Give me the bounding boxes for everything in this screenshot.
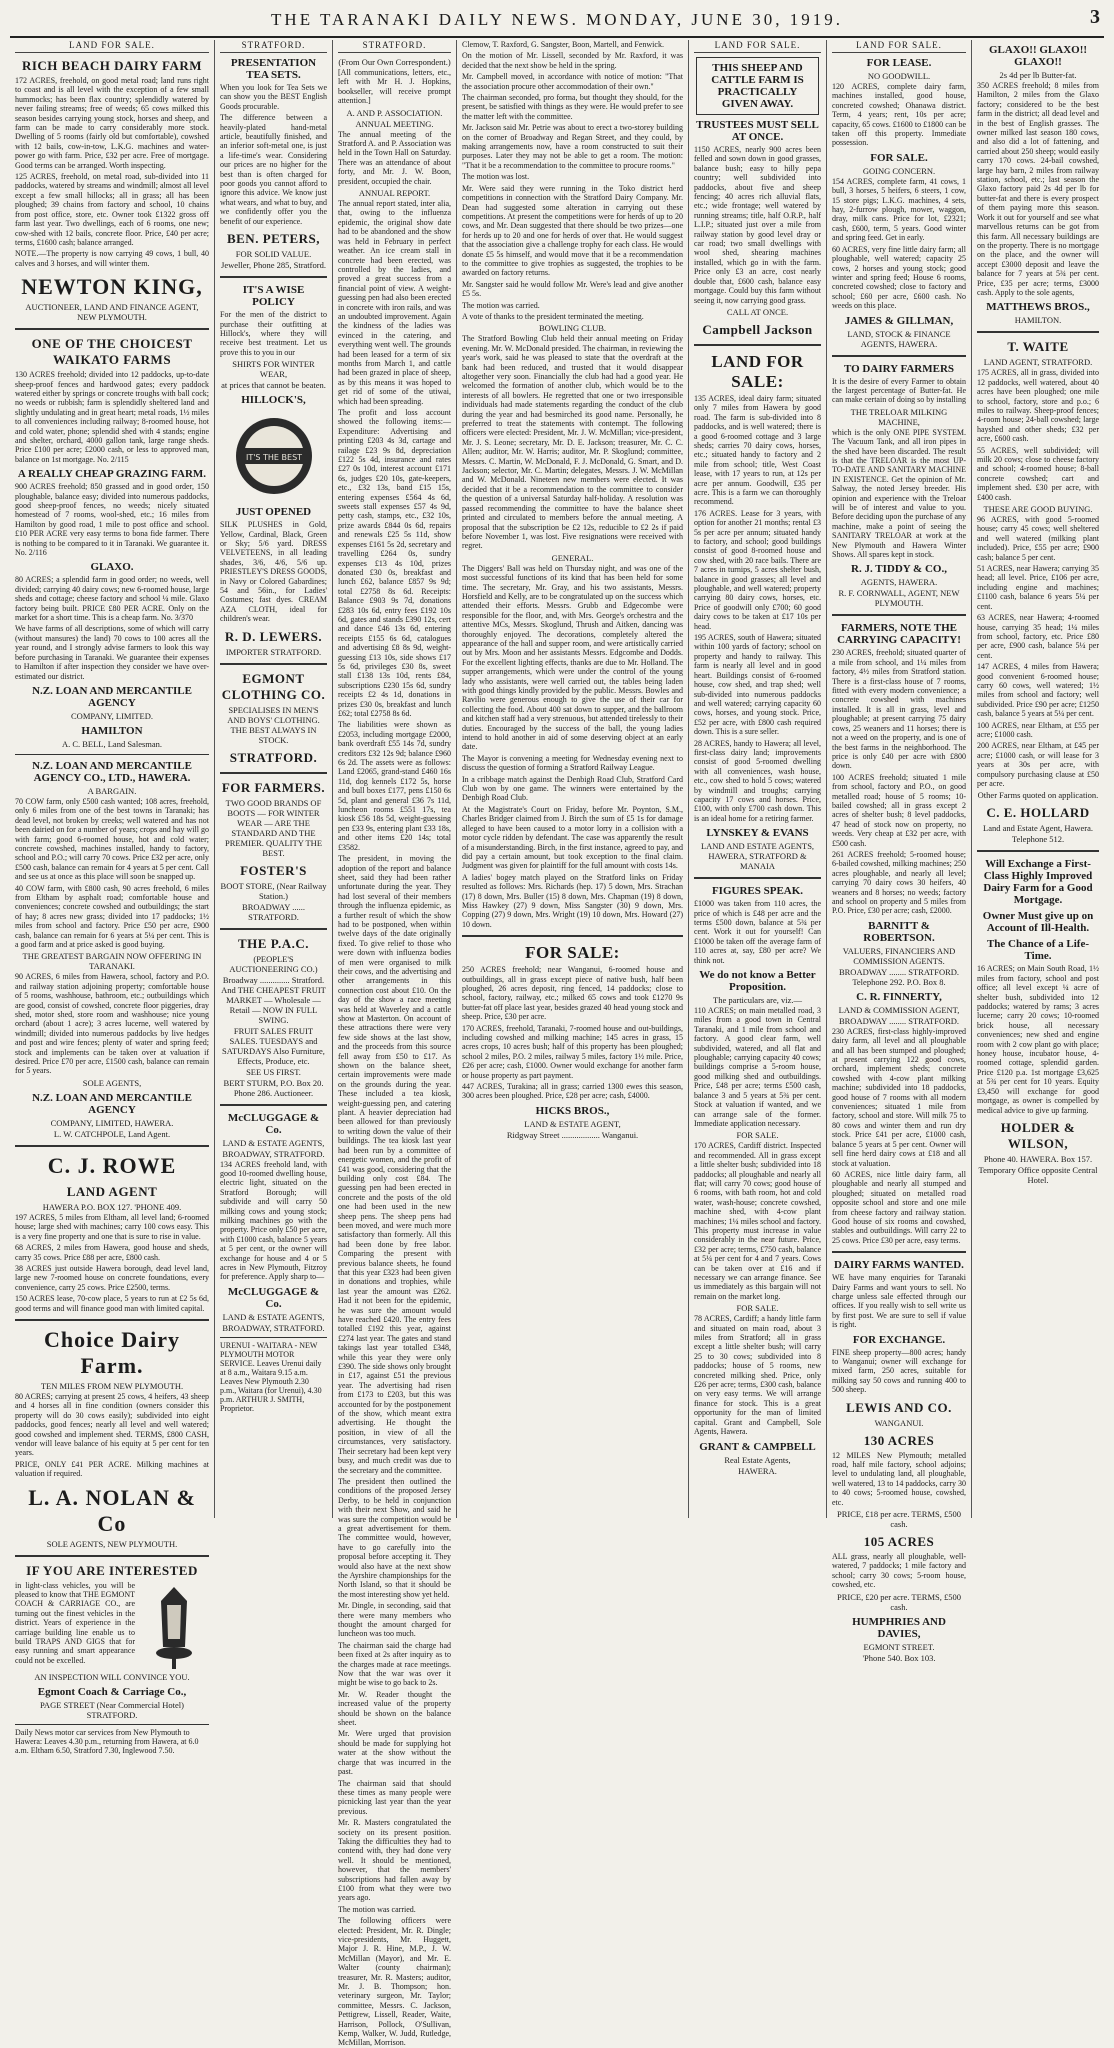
ad-subheading: GOING CONCERN. — [862, 165, 936, 176]
agent-contact: Phone 40. HAWERA. Box 157. — [983, 1153, 1093, 1164]
divider — [15, 1319, 209, 1321]
ad-text: WE have many enquiries for Taranaki Dairy Farms and want yours to sell. No charge unless sale effected through our offices. If you really wish to sell write us by first post. We are sure to sell if value is right. — [832, 1273, 966, 1330]
masthead-title: THE TARANAKI DAILY NEWS. MONDAY, JUNE 30, 1919. — [271, 10, 843, 29]
listing: 80 ACRES; carrying at present 25 cows, 4 heifers, 43 sheep and 4 horses all in fine condition (owners consider this property will do 30 cows easily); subdivided into eight paddocks, good fences; nearly all level and well watered; good cowshed and implement shed. TERMS, £800 CASH, vendor will leave balance of his equity at 5 per cent for ten years. — [15, 1391, 209, 1458]
article-paragraph: Clemow, T. Raxford, G. Sangster, Boon, Martell, and Fenwick. — [462, 40, 664, 49]
ad-subheading: THESE ARE GOOD BUYING. — [983, 504, 1093, 515]
listing: 16 ACRES; on Main South Road, 1½ miles from factory, school and post office; all level except ¼ acre of shelter bush, subdivided into 12 paddocks; watered by rams; 3 acres lucerne; carry 20 cows; 10-roomed brick house, all necessary conveniences; new shed and engine room with 2 cow plant go with place; honey house, incubator house, 4-roomed cottage, splendid garden. Price £120 p.a. 1st mortgage £3,625 at 5¾ per cent for 10 years. Equity £3,450 will exchange for good mortgage, as owner is compelled by medical advice to give up farming. — [977, 964, 1099, 1115]
ad-heading: IF YOU ARE INTERESTED — [26, 1562, 198, 1578]
agent-contact: A. C. BELL, Land Salesman. — [61, 738, 163, 749]
ad-heading: EGMONT CLOTHING CO. — [221, 670, 326, 702]
article-subheading: GENERAL. — [551, 552, 594, 563]
ad-text: The particulars are, viz.— — [713, 995, 802, 1006]
article-paragraph: The chairman said that should these times as many people were picnicking last year than the year previous. — [338, 1778, 451, 1816]
section-heading: LAND FOR SALE. — [15, 40, 209, 53]
editorial-note: [All communications, letters, etc., left with Mr H. J. Hopkins, bookseller, will receive prompt attention.] — [338, 68, 451, 106]
listing: FINE sheep property—800 acres; handy to Wanganui; owner will exchange for mixed farm, 250 acres, suitable for milking say 50 cows and running 400 to 500 sheep. — [832, 1347, 966, 1395]
agent-subtitle: AGENTS, HAWERA. — [860, 577, 938, 588]
article-paragraph: Mr. Were said they were running in the Toko district herd competitions in connection with the Stratford Dairy Company. Mr. Dean had suggested some alteration in carrying out these competitions. At present the competitions were for herds of up to 20 cows, and Mr. Dean suggested that there should be two prizes—one for herds up to 20 and one for herds of over that. He would suggest that the association give a challenge trophy for each class. He would donate £5 5s himself, and would move that it be a recommendation to the committee to give trophies as suggested, the trophies to be awarded on factory returns. — [462, 183, 683, 278]
divider — [15, 1145, 209, 1147]
ad-heading: FOR LEASE. — [866, 57, 932, 69]
divider — [15, 754, 209, 755]
listing: 90 ACRES, 6 miles from Hawera, school, factory and P.O. and railway station adjoining property; comfortable house of 5 rooms, washhouse, bathroom, etc.; outbuildings which are good, consist of cowshed, concrete floor piggeries, dray shed, motor shed, store room and washhouse; nice young orchard (about 1 acre); 3 acres lucerne, well watered by windmill; divided into numerous paddocks by live hedges and post and wire fences; plenty of water and spring feed; stock and implements can be taken over at valuation if desired. Price £70 per acre, £1500 cash, balance can remain for 5 years. — [15, 972, 209, 1076]
agent-subtitle: LAND AGENT — [66, 1183, 158, 1199]
agent-name: C. R. FINNERTY, — [856, 990, 942, 1003]
ad-text: The difference between a heavily-plated hand-metal article, beautifully finished, and an inferior soft-metal one, is just a life-time's wear. Considering our prices are no higher for the best than is often charged for poor goods you cannot afford to ignore this advice. We know just what wears, and what to buy, and we confidently offer you the benefit of our experience. — [220, 113, 327, 226]
listing: 12 MILES New Plymouth; metalled road, half mile factory, school adjoins; level to undulating land, all ploughable, well watered, 13 to 14 paddocks, carry 30 to 40 cows; 5-roomed house, cowshed, etc. — [832, 1450, 966, 1507]
agent-subtitle: COMPANY, LIMITED. — [71, 710, 153, 721]
footer-left: Daily News motor car services from New Plymouth to Hawera: Leaves 4.30 p.m., returning from Hawera, at 6.0 a.m. Eltham 6.50, Stratford 7.30, Inglewood 7.50. — [15, 1727, 199, 1755]
listing: 147 ACRES, 4 miles from Hawera; good convenient 6-roomed house; carry 60 cows, well watered; 1½ miles from school and factory; well subdivided. Price £90 per acre; £1250 cash, balance 5 years at 5¼ per cent. — [977, 662, 1099, 719]
divider — [15, 328, 209, 330]
ad-subheading: A BARGAIN. — [87, 785, 137, 796]
ad-subheading: FOR SALE. — [736, 1130, 779, 1141]
listing: 70 COW farm, only £500 cash wanted; 108 acres, freehold, only 6 miles from one of the best towns in Taranaki; has dead level, not broken by creeks; well watered and has not been dairied on for a number of years; crops and hay will go with farm; good 6-roomed house, hot and cold water; concrete cowshed, machines installed, handy to factory, school and P.O.; will carry 70 cows. Price £32 per acre, only £500 cash, balance can remain for 4 years at 5 per cent. Call and see us at once as this place will soon be snapped up. — [15, 796, 209, 882]
agent-contact: Temporary Office opposite Central Hotel. — [978, 1164, 1098, 1185]
footer-notices — [15, 1724, 209, 1755]
ad-note: AN INSPECTION WILL CONVINCE YOU. — [34, 1671, 190, 1682]
listing: 60 ACRES, very fine little dairy farm; all ploughable, well watered; capacity 25 cows, 2 horses and young stock; good winter and spring feed; House 6 rooms, concreted cowshed; close to factory and school; £60 per acre, £600 cash. No weeds on this place. — [832, 244, 966, 311]
ad-heading: Will Exchange a First-Class Highly Improved Dairy Farm for a Good Mortgage. — [983, 858, 1093, 907]
agent-contact: Ridgway Street .................. Wanganui. — [506, 1129, 639, 1140]
agent-town: HAMILTON — [81, 724, 143, 737]
agent-name: L. A. NOLAN & Co — [28, 1484, 196, 1536]
ad-heading: RICH BEACH DAIRY FARM — [21, 58, 203, 73]
ad-heading: ONE OF THE CHOICEST WAIKATO FARMS — [31, 336, 193, 368]
ad-text: For the men of the district to purchase their outfitting at Hillock's, where they will receive best treatment. Let us prove this to you in our — [220, 310, 327, 357]
agent-name: Campbell Jackson — [702, 321, 813, 337]
ad-heading: IT'S A WISE POLICY — [242, 284, 305, 309]
listing: 60 ACRES, nice little dairy farm, all ploughable and nearly all stumped and ploughed; situated on metalled road opposite school and store and one mile from cheese factory and railway station. Good house of six rooms and cowshed, stables and outbuildings. Will carry 22 to 25 cows. Price £30 per acre, easy terms. — [832, 1169, 966, 1245]
listing: 200 ACRES, near Eltham, at £45 per acre; £1000 cash, or will lease for 3 years at 30s per acre, with compulsory purchasing clause at £50 per acre. — [977, 741, 1099, 788]
article-paragraph: A vote of thanks to the president terminated the meeting. — [462, 311, 644, 321]
article-paragraph: A ladies' bogey match played on the Stratford links on Friday resulted as follows: Mrs. Richards (hep. 17) 5 down, Mrs. Strachan (17) 8 down, Mrs. Buller (15) 8 down, Mrs. Chapman (19) 8 down, Miss Hawkey (27) 9 down, Miss Sangster (30) 9 down, Mrs. Copping (27) 9 down, Mrs. Wright (19) 10 down, Mrs. Howard (27) 10 down. — [462, 872, 683, 929]
ad-heading: DAIRY FARMS WANTED. — [834, 1259, 964, 1272]
agent-subtitle: EGMONT STREET. — [863, 1641, 935, 1652]
listing: 261 ACRES freehold; 5-roomed house; 6-bailed cowshed, milking machines; 250 acres ploughable, and nearly all level; carrying 70 dairy cows 30 heifers, 40 weaners and 8 horses; no weeds; factory and school on property and 5 miles from P.O. Price, £30 per acre; cash, £2000. — [832, 849, 966, 916]
agent-name: MATTHEWS BROS., — [986, 301, 1090, 314]
article-paragraph: The Stratford Bowling Club held their annual meeting on Friday evening. Mr. W. McDonald presided. The chairman, in reviewing the year's work, said he was pleased to state that the overdraft at the bank had been reduced, and trusted that it would disappear altogether very soon. Financially the club had had a good year. He welcomed the formation of another club, which would be to the interests of all bowlers. He regretted that one or two irresponsible individuals had made statements regarding the conduct of the club during the year and had besmirched its good name. Personally, he preferred to treat the statements with contempt. The following officers were elected: President, Mr. J. W. McMillan; vice-president, Mr. J. S. Leone; secretary, Mr. D. E. Jackson; treasurer, Mr. C. C. Allen; auditor, Mr. W. Harris; auditor, Mr. P. Skoglund; committee, Messrs. C. Martin, W. McDonald, F. J. McDonald, G. Smart, and D. Jackson; selector, Mr. C. Martin; delegates, Messrs. J. W. McMillan and W. McDonald. Nineteen new members were elected. It was decided that it be a recommendation to the committee to consider the question of a universal Saturday half-holiday. A resolution was passed recommending the committee to have the balance sheet printed and circulated to members before the annual meeting. A proposal that the subscription be £2 12s, reducible to £2 2s if paid before November 1, was lost. Five resignations were received with regret. — [462, 334, 683, 551]
agent-subtitle: Real Estate Agents, — [724, 1454, 791, 1465]
listing: ALL grass, nearly all ploughable, well-watered, 7 paddocks; 1 mile factory and school; carry 30 cows; 5-room house, cowshed, etc. — [832, 1552, 966, 1590]
divider — [220, 772, 327, 774]
section-heading: STRATFORD. — [220, 40, 327, 53]
divider — [832, 1251, 966, 1253]
ad-subheading: A REALLY CHEAP GRAZING FARM. — [17, 468, 207, 481]
listing: in light-class vehicles, you will be pleased to know that THE EGMONT COACH & CARRIAGE CO., are turning out the finest vehicles in the district. Years of experience in the carriage building line enable us to build TRAPS AND GIGS that for easy running and smart appearance could not be excelled. — [15, 1580, 135, 1665]
listing: 40 COW farm, with £800 cash, 90 acres freehold, 6 miles from Eltham by asphalt road; comfortable house and conveniences; concrete cowshed and outbuildings; the start of hay; 8 acres new grass; divided into 17 paddocks; 1½ miles from school and factory. Price £50 per acre, £900 cash, balance can remain for 6 years at 5¼ per cent. This is a good farm and at price asked is good buying. — [15, 883, 209, 949]
listing: 195 ACRES, south of Hawera; situated within 100 yards of factory; school on property and handy to railway. This farm is nearly all level and in good heart. Buildings consist of 6-roomed house, cow shed, and trap shed; well sub-divided into numerous paddocks and well watered; carrying capacity 60 cows, horses, and young stock. Price, £52 per acre, with £800 cash required down. This is a sure seller. — [694, 633, 821, 737]
footer-right: URENUI - WAITARA - NEW PLYMOUTH MOTOR SERVICE. Leaves Urenui daily at 8 a.m., Waitara 9.15 a.m. Leaves New Plymouth 2.30 p.m., Waitara (for Urenui), 4.30 p.m. ARTHUR J. SMITH, Proprietor. — [220, 1337, 327, 1413]
agent-subtitle: BOOT STORE, (Near Railway Station.) — [220, 880, 327, 901]
agent-subtitle: AUCTIONEER, LAND AND FINANCE AGENT, NEW PLYMOUTH. — [25, 302, 199, 323]
agent-name: LEWIS AND CO. — [846, 1399, 952, 1415]
agent-name: HICKS BROS., — [535, 1104, 610, 1117]
agent-contact: HAWERA P.O. BOX 127. 'PHONE 409. — [42, 1201, 182, 1212]
divider — [220, 276, 327, 278]
agent-subtitle: IMPORTER STRATFORD. — [225, 646, 322, 657]
listing-price: PRICE, £18 per acre. TERMS, £500 cash. — [836, 1509, 962, 1530]
listing: 38 ACRES just outside Hawera borough, dead level land, large new 7-roomed house on concrete foundations, every convenience, carry 25 cows. Price £2500, terms. — [15, 1263, 209, 1292]
ad-subheading: THE GREATEST BARGAIN NOW OFFERING IN TARANAKI. — [22, 951, 202, 972]
divider — [832, 355, 966, 357]
ad-subheading: 2s 4d per lb Butter-fat. — [999, 70, 1077, 80]
agent-name: BEN. PETERS, — [226, 231, 321, 247]
agent-contact: BROADWAY ........ STRATFORD. — [838, 1015, 960, 1026]
agent-contact: BROADWAY ...... STRATFORD. — [242, 901, 305, 922]
agent-name: C. J. ROWE — [47, 1152, 177, 1178]
byline: (From Our Own Correspondent.) — [338, 57, 451, 67]
divider — [977, 850, 1099, 852]
listing: 63 ACRES, near Hawera; 4-roomed house, carrying 35 head; 1¼ miles from school, factory, etc. Price £80 per acre, £900 cash, balance 5¼ per cent. — [977, 613, 1099, 660]
agent-subtitle: LAND & COMMISSION AGENT, — [838, 1004, 960, 1015]
listing-price: PRICE, £20 per acre. TERMS, £500 cash. — [836, 1591, 962, 1612]
agent-subtitle: LAND AGENT, STRATFORD. — [983, 357, 1093, 368]
agent-subtitle: LAND & ESTATE AGENTS, — [222, 1137, 325, 1148]
listing: 51 ACRES, near Hawera; carrying 35 head; all level. Price, £106 per acre, including engine and machines; £1100 cash, balance 6 years 5¼ per cent. — [977, 564, 1099, 611]
ad-text: which is the only ONE PIPE SYSTEM. The Vacuum Tank, and all iron pipes in the shed have been discarded. The result is that the TRELOAR is the most UP-TO-DATE AND SANITARY MACHINE IN EXISTENCE. Get the opinion of Mr. Salway, the noted Jersey breeder. His opinion and experience with the Treloar will be of interest and value to you. Before deciding upon the purchase of any machine, make a point of seeing the SANITARY TRELOAR at work at the New Plymouth and Hawera Winter Shows. All spares kept in stock. — [832, 427, 966, 560]
agent-subtitle: Land and Estate Agent, Hawera. — [983, 823, 1093, 834]
ad-heading: TO DAIRY FARMERS — [843, 362, 955, 375]
section-heading: LAND FOR SALE. — [694, 40, 821, 53]
agent-contact: BROADWAY, STRATFORD. — [222, 1148, 325, 1159]
section-heading: LAND FOR SALE. — [832, 40, 966, 53]
article-paragraph: Mr. Jackson said Mr. Petrie was about to erect a two-storey building on the corner of Broadway and Regan Street, and they could, by making arrangements now, have a room constructed to suit their purposes. Later they may not be able to get a room. The motion: "That it be a recommendation to the committee to procure rooms." — [462, 123, 683, 170]
article-subheading: ANNUAL REPORT. — [358, 188, 431, 199]
article-paragraph: In a cribbage match against the Denbigh Road Club, Stratford Card Club won by one game. The winners were entertained by the Denbigh Road Club. — [462, 774, 683, 803]
agent-name: LYNSKEY & EVANS — [706, 827, 809, 840]
article-paragraph: Mr. Dingle, in seconding, said that there were many members who thought the amount charged for luncheon was too much. — [338, 1601, 451, 1639]
listing: 100 ACRES freehold; situated 1 mile from school, factory and P.O., on good metalled road; house of 5 rooms; 10-bailed cowshed; all in grass except 2 acres of shelter bush; 8 level paddocks, 47 head of stock now on property, no weeds. Very cheap at £32 per acre, with £500 cash. — [832, 772, 966, 848]
agent-name: N.Z. LOAN AND MERCANTILE AGENCY — [32, 684, 192, 709]
agent-contact: Jeweller, Phone 285, Stratford. — [221, 260, 326, 271]
ad-text: Broadway .............. Stratford. And THE CHEAPEST FRUIT MARKET — Wholesale — Retail — NOW IN FULL SWING. — [221, 974, 326, 1025]
ad-subheading: Owner Must give up on Account of Ill-Health. — [982, 910, 1094, 935]
agent-name: C. E. HOLLARD — [986, 805, 1090, 821]
article-paragraph: The president then outlined the conditions of the proposed Jersey Derby, to be held in conjunction with their next Show, and said he was sure the competition would be a great advertisement for them. The committee would, however, have to go carefully into the proposal before accepting it. They would also have at the next show the Ayrshire championships for the North Island, so that it should be the most interesting show yet held. — [338, 1476, 451, 1599]
article-subheading: BOWLING CLUB. — [538, 323, 607, 334]
ad-note: CALL AT ONCE. — [726, 306, 789, 317]
column-1 — [10, 40, 215, 1755]
ad-text: at prices that cannot be beaten. — [221, 380, 326, 391]
ad-subheading: NO GOODWILL. — [867, 71, 931, 81]
divider — [462, 935, 683, 937]
article-paragraph: The motion was lost. — [462, 172, 530, 182]
listing: PRICE, ONLY £41 PER ACRE. Milking machines at valuation if required. — [15, 1459, 209, 1479]
listing-note: NOTE.—The property is now carrying 49 cows, 1 bull, 40 calves and 3 horses, and will winter them. — [15, 249, 209, 268]
ad-subheading: SEE US FIRST. — [246, 1066, 301, 1077]
ad-heading: FOR SALE. — [870, 151, 928, 164]
listing: 80 ACRES; a splendid farm in good order; no weeds, well divided; carrying 40 dairy cows; new 6-roomed house, large sheds and cottage; cheese factory and school ¼ mile. Glaxo factory being built. PRICE £80 PER ACRE. Only on the market for a short time. This is a cheap farm. No. 3/370 — [15, 575, 209, 623]
ad-text: FRUIT SALES FRUIT SALES. TUESDAYS and SATURDAYS Also Furniture, Effects, Produce, etc. — [222, 1025, 325, 1066]
agent-name: NEWTON KING, — [21, 274, 203, 300]
agent-contact: L. W. CATCHPOLE, Land Agent. — [53, 1128, 171, 1139]
ad-text: SPECIALISES IN MEN'S AND BOYS' CLOTHING. THE BEST ALWAYS IN STOCK. — [227, 704, 320, 745]
agent-subtitle: (PEOPLE'S AUCTIONEERING CO.) — [229, 953, 318, 974]
article-paragraph: Mr. W. Reader thought the increased value of the property should be shown on the balance sheet. — [338, 1689, 451, 1728]
listing: 78 ACRES, Cardiff; a handy little farm and situated on main road, about 3 miles from Stratford; all in grass except a little shelter bush; will carry 25 to 30 cows; subdivided into 8 paddocks; house of 5 rooms, new concreted milking shed. Price, only £26 per acre; terms, £300 cash, balance on very easy terms. We will arrange finance for stock. This is a great opportunity for the man of limited capital. Grant and Campbell, Sole Agents, Hawera. — [694, 1314, 821, 1437]
listing: 1150 ACRES, nearly 900 acres been felled and sown down in good grasses, balance bush; easy to hilly pepa country; well subdivided into paddocks, about five and sheep fencing; 40 acres rich alluvial flats, etc.; wide frontage; well watered by running streams; title, half O.R.P., half L.I.P.; situated just over a mile from railway station by good level dray or car road; two small dwellings with wool shed, shearing machines installed, which go in with the farm. Price only £3 an acre, cost nearly double that, £600 cash, balance easy mortgage. Could buy this farm without seeing it, now carrying good grass. — [694, 145, 821, 305]
agent-subtitle: LAND & ESTATE AGENT, — [524, 1118, 621, 1129]
ad-subheading: FOR SALE. — [736, 1303, 779, 1314]
ad-subheading: THE TRELOAR MILKING MACHINE, — [850, 406, 948, 427]
ad-text: It is the desire of every Farmer to obtain the largest percentage of Butter-fat. He can make certain of doing so by installing — [832, 376, 966, 405]
article-paragraph: The profit and loss account showed the following items:—Expenditure: Advertising and printing £203 4s 3d, cartage and railage £23 9s 8d, depreciation £122 5s 4d, insurance and rates £27 0s 10d, interest account £171 6s, judges £20 10s, gate-keepers, etc., £32 13s, band £15 15s, entering expenses £564 4s 6d, sweets stall expenses £57 4s 9d, petty cash, stamps, etc., £32 10s, prize awards £844 0s 6d, repairs and renewals £25 5s 11d, show expenses £161 5s 2d, secretary and travelling £264 0s, sundry expenses £13 4s 10d, prizes donated £30 0s, breakfast and lunch £62, balance £857 9s 9d; total £2758 8s 6d. Receipts: Balance £903 9s 7d, donations £283 10s 6d, entry fees £192 10s 6d, gates and stands £390 12s, cert and dance £46 13s 6d, entering receipts £155 6s 6d, catalogues and advertising £8 8s 9d, weight-guessing £13 10s, side shows £17 5s 6d, privileges £30 8s, sweet stall £138 13s 10d, rents £84, subscriptions £230 15s 6d, sundry receipts £2 4s 1d, donations in prizes £30 0s, breakfast and lunch £62; total £2758 8s 6d. — [338, 408, 451, 718]
agent-name: R. J. TIDDY & CO., — [851, 563, 947, 576]
agent-name: JAMES & GILLMAN, — [844, 314, 954, 327]
agent-name: THE P.A.C. — [238, 935, 309, 951]
columns — [10, 40, 1104, 2048]
agent-contact: PAGE STREET (Near Commercial Hotel) STRATFORD. — [39, 1699, 184, 1720]
listing: 96 ACRES, with good 5-roomed house; carry 45 cows; well sheltered and well watered (milking plant included). Price, £55 per acre; £900 cash; balance 5 per cent. — [977, 515, 1099, 562]
agent-name: N.Z. LOAN AND MERCANTILE AGENCY — [32, 1091, 192, 1116]
listing: 120 ACRES, complete dairy farm, machines installed, good house, concreted cowshed; Ohanawa district. Term, 4 years; rent, 10s per acre; capacity, 65 cows. £1600 to £1800 can be taken off this property. Immediate possession. — [832, 82, 966, 148]
ad-text: £1000 was taken from 110 acres, the price of which is £48 per acre and the terms £500 down, balance at 5¾ per cent. Work it out for yourself! Can £1000 be taken off the average farm of 110 acres at, say, £80 per acre? We think not. — [694, 899, 821, 965]
agent-name: McCLUGGAGE & Co. — [227, 1285, 320, 1310]
agent-subtitle: LAND AND ESTATE AGENTS, HAWERA, STRATFORD & MANAIA — [700, 841, 815, 872]
agent-name: R. D. LEWERS. — [224, 628, 323, 644]
article-paragraph: The Diggers' Ball was held on Thursday night, and was one of the most successful functions of its kind that has been held for some time. The secretary, Mr. Gray, and his two assistants, Messrs. Horsfield and Kelly, are to be congratulated up on the success which attended their efforts. Messrs. Grubb and Edgecombe were responsible for the floor, and, with Mrs. George's orchestra and the attentive MCs, Messrs. Skoglund, Thrush and Aitken, dancing was thoroughly enjoyed. The decorations, completely altered the appearance of the hall and supper room, and were artistically carried out by Mrs. Moon and her assistants Messrs. Edgcombe and Dodds. For the excellent lighting effects, thanks are due to Mr. Holland. The supper arrangements, which were under the control of the young lady who assistants, were well carried out, the tables being laden with good things kindly provided by the public. Messrs. Bowles and Ravilio were generous enough to give the use of their car for collecting the food. About 400 sat down to supper, and the ballroom and kitchen staff had a very strenuous, but attended tirelessly to their duties. Encouraged by the success of the ball, the young ladies intend to hold another in aid of some deserving object at an early date. — [462, 563, 683, 752]
divider — [694, 344, 821, 346]
agent-contact: 'Phone 540. Box 103. — [862, 1652, 936, 1663]
listing: 150 ACRES lease, 70-cow place, 5 years to run at £2 5s 6d, good terms and will finance good man with limited capital. — [15, 1294, 209, 1313]
agent-name: T. WAITE — [1007, 339, 1069, 355]
article-paragraph: Mr. Campbell moved, in accordance with notice of motion: "That the association procure other accommodation of their own." — [462, 72, 683, 91]
divider — [15, 1555, 209, 1557]
listing: 130 ACRES freehold; divided into 12 paddocks, up-to-date sheep-proof fences and hardwood gates; every paddock watered either by springs or concrete troughs with ball cock; no weeds or rubbish; farm is splendidly sheltered land and slightly undulating and in great heart; metal roads, 1½ miles to all conveniences including railway; 8-roomed house, hot and cold water, phone; splendid shed with 4 stands; engine and shelter, orchard, 4000 gallon tank, large range sheds. Price £100 per acre; £2000 cash, or less to approved man, balance on 1st mortgage. No. 2/115 — [15, 370, 209, 464]
agent-name: HOLDER & WILSON, — [1000, 1119, 1076, 1151]
listing: 250 ACRES freehold; near Wanganui, 6-roomed house and outbuildings, all in grass except piece of native bush, half been ploughed, 26 acres deposit, ring fenced, 14 paddocks; close to school, factory, railway, etc.; milked 65 cows and took £1270 9s butter-fat off place last year, besides grazed 40 head young stock and sheep. Price, £30 per acre. — [462, 965, 683, 1022]
agent-contact: BERT STURM, P.O. Box 20. Phone 286. Auctioneer. — [223, 1077, 324, 1098]
article-paragraph: The chairman said the charge had been fixed at 2s after inquiry as to the charges made at race meetings. Now that the war was over it might be wise to go back to 2s. — [338, 1640, 451, 1688]
agent-town: WANGANUI. — [874, 1417, 924, 1428]
listing: 172 ACRES, freehold, on good metal road; land runs right to coast and is all level with the exception of a few small hummocks; has been flax country; splendidly watered by never failing streams; free of weeds; 65 cows milked this season besides carrying young stock, horses and sheep, and farm can be made to carry considerably more stock. Dwelling of 5 rooms (fairly old but comfortable), cowshed with 12 bails, cow-in-tow, L.K.G. machines and water-power go with farm. Price, £32 per acre. Free of mortgage. Good terms can be arranged. Worth inspecting. — [15, 76, 209, 170]
article-paragraph: Mr. R. Masters congratulated the society on its present position. Taking the difficulties they had to contend with, they had done very well. It should be mentioned, however, that the members' subscriptions had fallen away by £100 from what they were two years ago. — [338, 1818, 451, 1903]
listing: 230 ACRES, freehold; situated quarter of a mile from school, and 1¼ miles from factory, 4½ miles from Stratford station. There is a first-class house of 7 rooms, fitted with every modern convenience; a concrete cowshed with machines installed. It is all in grass, level and ploughable; at present carrying 75 dairy cows, 25 weaners and 11 horses; there is not a weed on the property, and is one of the best farms in the neighborhood. The price is only £40 per acre with £800 down. — [832, 648, 966, 771]
article-paragraph: At the Magistrate's Court on Friday, before Mr. Poynton, S.M., Charles Bridger claimed from J. Birch the sum of £5 1s for damage alleged to have been caused to a motor lorry in a collision with a motor cycle ridden by defendant. The case was apparently the result of a misunderstanding. Birch, in the first instance, agreed to pay, and did pay a certain amount, but took exception to the final claim. Judgment was given for plaintiff for the full amount with costs 14s. — [462, 804, 683, 871]
listing: 55 ACRES, well subdivided; will milk 20 cows; close to cheese factory and school; 4-roomed house; 8-ball concrete cowshed; cart and implement shed. £30 per acre, with £400 cash. — [977, 445, 1099, 502]
listing: 134 ACRES freehold land, with good 10-roomed dwelling house, electric light, situated on the Stratford Borough; will subdivide and will carry 50 milking cows and young stock; milking machines go with the property. Price only £50 per acre, with £1000 cash, balance 5 years at 5 per cent, or the owner will exchange for house and 4 or 5 acres in New Plymouth, Fitzroy for preference. Apply sharp to— — [220, 1159, 327, 1282]
ad-heading: FARMERS, NOTE THE CARRYING CAPACITY! — [837, 622, 961, 647]
agent-subtitle: SOLE AGENTS, NEW PLYMOUTH. — [46, 1538, 178, 1549]
article-paragraph: Mr. Were urged that provision should be made for supplying hot water at the show without the charge that was incurred in the past. — [338, 1729, 451, 1777]
agent-name: FOSTER'S — [240, 862, 307, 878]
article-paragraph: The annual meeting of the Stratford A. and P. Association was held in the Town Hall on Saturday. There was an attendance of about forty, and Mr. J. W. Boon, president, occupied the chair. — [338, 129, 451, 186]
hillock-emblem-icon — [232, 414, 316, 498]
agent-town: HAWERA. — [738, 1465, 777, 1476]
column-6 — [827, 40, 972, 1663]
divider — [220, 1104, 327, 1106]
agent-subtitle: LAND & ESTATE AGENTS, — [222, 1311, 325, 1322]
listing: 176 ACRES. Lease for 3 years, with option for another 21 months; rental £3 5s per acre per annum; situated handy to factory, and school; good buildings consist of good 8-roomed house and cow shed, with 20 race bails. There are 7 acres in turnips, 5 acres shelter bush, balance in good grasses; all level and ploughable, and well watered; property carrying 80 dairy cows, horses, etc. Price of goodwill only £700; 60 good dairy cows to be taken at £17 10s per head. — [694, 508, 821, 631]
article-paragraph: The liabilities were shown as £2053, including mortgage £2000, bank overdraft £55 14s 7d, sundry creditors £32 12s 9d; balance £960 6s 2d. The assets were as follows: Land £2065, grand-stand £460 16s 11d, dog kennels £172 5s, horse and bull boxes £177, pens £150 6s 5d, plant and general £36 7s 11d, luncheon rooms £551 17s, tea kiosk £56 18s 5d, weight-guessing pen £33 9s, entering plant £33 18s, and other items £20 14s; total £3582. — [338, 720, 451, 852]
agent-town: HAMILTON. — [1014, 315, 1062, 326]
listing: 175 ACRES, all in grass, divided into 12 paddocks, well watered, about 40 acres have been ploughed; one mile to school, factory, store and p.o.; 6 miles to railway. Sheep-proof fences; 4-room house; 24-ball cowshed; large hayshed and other sheds; £32 per acre, £600 cash. — [977, 368, 1099, 444]
agent-name: N.Z. LOAN AND MERCANTILE AGENCY CO., LTD., HAWERA. — [32, 759, 192, 784]
masthead — [10, 6, 1104, 38]
coach-ad — [15, 1581, 209, 1671]
listing: 350 ACRES freehold; 8 miles from Hamilton, 2 miles from the Glaxo factory; considered to be the best farm in the district; all dead level and in the best of English grasses. The owner milked last season 180 cows, and also did a lot of fattening, and carried about 250 sheep; would easily carry 170 cows. 24-bail cowshed, large hay barn, 2 miles from railway station, school, etc.; last season the Glaxo factory paid 2s 4d per lb for butter-fat and there is every prospect of them paying more this season. Work it out for yourself and see what marvellous returns can be got from this farm. All necessary buildings are on the property. There is no mortgage on the place, and the owner will accept £3000 deposit and leave the balance for 7 years at 5¾ per cent. Price, £35 per acre; terms, £3000 cash. Apply to the sole agents, — [977, 81, 1099, 297]
ad-heading: FIGURES SPEAK. — [711, 885, 804, 898]
article-paragraph: The motion was carried. — [338, 1904, 416, 1914]
agent-name: Egmont Coach & Carriage Co., — [37, 1685, 187, 1698]
ad-note: Other Farms quoted on application. — [977, 790, 1099, 801]
ad-heading: TRUSTEES MUST SELL AT ONCE. — [696, 119, 819, 143]
article-paragraph: The Mayor is convening a meeting for Wednesday evening next to discuss the question of forming a Stratford Railway League. — [462, 753, 683, 773]
listing: 197 ACRES, 5 miles from Eltham, all level land; 6-roomed house; large shed with machines; carry 100 cows easy. This is a very fine property and one that is sure to rise in value. — [15, 1212, 209, 1241]
listing: 28 ACRES, handy to Hawera; all level, first-class dairy land; improvements consist of good 5-roomed dwelling with all conveniences, wash house, etc., cow shed to hold 5 cows; watered by windmill and troughs; carrying capacity 17 cows and horses. Price, £100, with only £700 cash down. This is an ideal home for a retiring farmer. — [694, 738, 821, 823]
agent-contact: BROADWAY ........ STRATFORD. Telephone 292. P.O. Box 8. — [838, 966, 960, 987]
article-heading: A. AND P. ASSOCIATION. — [346, 107, 443, 118]
agent-name: BARNITT & ROBERTSON. — [863, 919, 935, 944]
ad-heading: GLAXO!! GLAXO!! GLAXO!! — [988, 44, 1088, 68]
column-4 — [457, 40, 689, 1518]
divider — [220, 928, 327, 930]
ad-subheading: TEN MILES FROM NEW PLYMOUTH. — [40, 1380, 184, 1391]
ad-heading: Choice Dairy Farm. — [43, 1326, 181, 1378]
agent-subtitle: FOR SOLID VALUE. — [235, 249, 312, 260]
article-paragraph: The motion was carried. — [462, 300, 540, 310]
column-3 — [333, 40, 457, 2048]
listing: 135 ACRES, ideal dairy farm; situated only 7 miles from Hawera by good road. The farm is sub-divided into 8 paddocks, and is well watered; there is a good 6-roomed cottage and 3 large sheds; carries 70 dairy cows, horses, etc.; situated handy to factory and 2 mile from school; title, West Coast lease, with 17 years to run, at 12s per acre per annum. Goodwill, £35 per acre. This is a farm we can thoroughly recommend. — [694, 393, 821, 507]
article-paragraph: On the motion of Mr. Lissell, seconded by Mr. Raxford, it was decided that the next show be held in the spring. — [462, 51, 683, 70]
divider — [220, 663, 327, 665]
ad-heading: FOR SALE: — [525, 943, 620, 963]
carriage-lamp-icon — [139, 1581, 209, 1671]
divider — [694, 877, 821, 879]
listing: 125 ACRES, freehold, on metal road, sub-divided into 11 paddocks, watered by streams and windmill; almost all level except a few small hillocks; all in grass; all has been ploughed; 39 chains from factory and school, 10 chains from post office, store, etc. Owner took £1322 gross off farm last year. Two dwellings, each of 6 rooms, one new; cow-shed with 12 bails, concrete floor. Price, £40 per acre; terms, £1600 cash; balance arranged. — [15, 172, 209, 247]
ad-subheading: SHIRTS FOR WINTER WEAR, — [232, 359, 315, 380]
article-paragraph: The chairman seconded, pro forma, but thought they should, for the present, be satisfied with things as they were. He would prefer to see the matter left with the committee. — [462, 93, 683, 121]
ad-heading: JUST OPENED — [235, 506, 312, 519]
ad-box: THIS SHEEP AND CATTLE FARM IS PRACTICALLY GIVEN AWAY. — [696, 57, 819, 115]
agent-subtitle: VALUERS, FINANCIERS AND COMMISSION AGENTS. — [842, 945, 956, 966]
article-paragraph: Mr. Sangster said he would follow Mr. Were's lead and give another £5 5s. — [462, 279, 683, 299]
ad-text: When you look for Tea Sets we can show you the BEST English Goods procurable. — [220, 83, 327, 111]
article-paragraph: The following officers were elected: President, Mr. R. Dingle; vice-presidents, Mr. Huggett, Major J. R. Hine, M.P., J. W. McMillan (Mayor), and Mr. E. Walter (county chairman); treasurer, Mr. R. Masters; auditor, Mr. J. B. Thompson; hon. veterinary surgeon, Mr. Taylor; committee, Messrs. C. Jackson, Pettigrew, Lissell, Reader, Waite, Harrison, Pollock, O'Sullivan, Kemp, Walker, W. Judd, Rutledge, McMillan, Morrison. — [338, 1916, 451, 2048]
ad-heading: FOR EXCHANGE. — [852, 1333, 946, 1346]
column-5 — [689, 40, 827, 1518]
ad-subheading: We do not know a Better Proposition. — [699, 969, 816, 994]
divider — [977, 331, 1099, 333]
agent-town: STRATFORD. — [229, 749, 318, 765]
listing: We have farms of all descriptions, some of which will carry (without mansures) the land) 70 cows to 100 acres all the year round, and I strongly advise farmers to look this way before purchasing in Taranaki. We guarantee their expenses to Hamilton if after inspection they consider we have over-estimated our district. — [15, 624, 209, 681]
ad-text: TWO GOOD BRANDS OF BOOTS — FOR WINTER WEAR — ARE THE STANDARD AND THE PREMIER. QUALITY THE BEST. — [224, 797, 323, 858]
agent-contact: BROADWAY, STRATFORD. — [222, 1322, 325, 1333]
column-2 — [215, 40, 333, 1518]
divider — [832, 614, 966, 616]
agent-contact: R. F. CORNWALL, AGENT, NEW PLYMOUTH. — [838, 588, 960, 609]
listing: 110 ACRES; on main metalled road, 3 miles from a good town in Central Taranaki, and 1 mile from school and factory. A good clear farm, well subdivided, watered, and all flat and ploughable; carrying capacity 40 cows; buildings comprise a 5-room house, good milking shed and outbuildings. Price, £48 per acre; terms £500 cash, balance 3 and 5 years at 5¾ per cent. Stock at valuation if wanted, and we can arrange sale of the former. Immediate application necessary. — [694, 1006, 821, 1128]
ad-heading: PRESENTATION TEA SETS. — [230, 57, 317, 81]
listing: 447 ACRES, Turakina; all in grass; carried 1300 ewes this season, 300 acres been ploughed. Price, £28 per acre; cash, £4000. — [462, 1082, 683, 1101]
agent-name: HUMPHRIES AND DAVIES, — [852, 1615, 946, 1640]
hillock-badge-text: IT'S THE BEST — [245, 453, 302, 463]
section-heading: STRATFORD. — [338, 40, 451, 53]
ad-subheading: The Chance of a Life-Time. — [986, 938, 1090, 963]
article-paragraph: The annual report stated, inter alia, that, owing to the influenza epidemic, the original show date had to be abandoned and the show was held in February in perfect weather. An ice cream stall in concrete had been erected, was controlled by the ladies, and proved a great success from a financial point of view. A weight-guessing pen had also been erected in concrete with iron rails, and was an undoubted improvement. Again the kindness of the ladies was evinced in the catering, and everything went well. The grounds had been leased for a term of six months from March 1, and cattle had been grazed in place of sheep, as by this means it was hoped to get rid of some of the utiwai, which had been spreading. — [338, 199, 451, 406]
ad-heading: FOR FARMERS. — [221, 779, 326, 795]
listing: 170 ACRES, Cardiff district. Inspected and recommended. All in grass except a little shelter bush; subdivided into 18 paddocks; all ploughable and nearly all flat; will carry 70 cows; good house of 6 rooms, with bath room, hot and cold water, wash-house; concrete cowshed, machine shed, with 4-cow plant machines; 1¼ miles school and factory. This property must increase in value considerably in the near future. Price, £32 per acre; terms, £750 cash, balance at 5¼ per cent for 4 and 7 years. Cows can be taken over at £16 and if necessary we can arrange finance. See us immediately as this bargain will not remain on the market long. — [694, 1141, 821, 1301]
listing: 170 ACRES, freehold, Taranaki, 7-roomed house and out-buildings, including cowshed and milking machine; 145 acres in grass, 15 acres crops, 10 acres bush; half of this property has been ploughed; school 2 miles, P.O. 2 miles, railway 5 miles, factory 1½ mile. Price, £26 per acre; cash, £1000. Owner would exchange for another farm or house property as part payment. — [462, 1023, 683, 1080]
column-7 — [972, 40, 1104, 1518]
listing: 68 ACRES, 2 miles from Hawera, good house and sheds, carry 35 cows. Price £88 per acre, £800 cash. — [15, 1243, 209, 1262]
agent-subtitle: LAND, STOCK & FINANCE AGENTS, HAWERA. — [847, 328, 951, 349]
listing: 100 ACRES, near Eltham, at £55 per acre; £1000 cash. — [977, 720, 1099, 739]
agent-name: GRANT & CAMPBELL — [699, 1440, 816, 1453]
ad-heading: 105 ACRES — [863, 1534, 935, 1550]
ad-heading: 130 ACRES — [863, 1432, 935, 1448]
listing: 900 ACRES freehold; 850 grassed and in good order, 150 ploughable, balance easy; divided into numerous paddocks, good sheep-proof fences, no weeds; nicely situated homestead of 7 rooms, wool-shed, etc.; 16 miles from Hamilton by good road, 1 mile to post office and school. £10 PER ACRE very easy terms to bona fide farmer. There is nothing to be compared to it in Taranaki. We guarantee it. No. 2/116 — [15, 482, 209, 558]
agent-contact: Telephone 512. — [1011, 834, 1065, 845]
listing: 154 ACRES, complete farm, 41 cows, 1 bull, 3 horses, 5 heifers, 6 steers, 1 cow, 15 store pigs; L.K.G. machines, 4 sets, hay, 2-furrow plough, mower, waggon, dray, milk cans. Price for lot, £2321; cash, £600, term, 5 years. Good winter and spring feed. Get in early. — [832, 176, 966, 243]
article-subheading: ANNUAL MEETING. — [355, 118, 434, 129]
ad-text: SILK PLUSHES in Gold, Yellow, Cardinal, Black, Green or Sky; 5/6 yard. DRESS VELVETEENS, in all leading shades, 3/6, 4/6, 5/6 up. PRIESTLEY'S DRESS GOODS, in Navy or Colored Gabardines; 54 and 56in., for Ladies' Costumes; fast dyes. CREAM AZA CLOTH, ideal for children's wear. — [220, 520, 327, 624]
agent-name: HILLOCK'S, — [241, 394, 306, 407]
agent-label: SOLE AGENTS, — [82, 1077, 142, 1088]
listing: 230 ACRES, first-class highly-improved dairy farm, all level and all ploughable and all has been stumped and ploughed; at present carrying 122 good cows, orchard, implement sheds; concrete cowshed with 4-cow plant milking machine; subdivided into 18 paddocks, good house of 7 rooms with all modern conveniences; situated 1 mile from factory, school and store. Will milk 75 to 80 cows and winter them and run dry stock. Price £41 per acre, £1000 cash, balance 5 years at 5 per cent. Owner will sell fine herd dairy cows at £18 and all stock at valuation. — [832, 1026, 966, 1168]
ad-subheading: GLAXO. — [90, 561, 134, 574]
article-paragraph: The president, in moving the adoption of the report and balance sheet, said they had been rather unfortunate during the year. They had lost several of their members through the influenza epidemic, as a further result of which the show had to be postponed, when within twelve days of the date originally fixed. To give relief to those who were down with influenza bodies of men were organised to milk their cows, and the advertising and other arrangements in this connection cost about £10. On the day of the show a race meeting was held at Waverley and a cattle show at Masterton. On account of these attractions there were very few side shows at the last show, and the proceeds from this source fell away from £50 to £17. As shown on the balance sheet, certain improvements were made on the grounds during the year. These included a tea kiosk, weight-guessing pen, and catering plant. A heavier depreciation had been allowed for than previously to writing down the value of their buildings. The tea kiosk last year had been run by a committee of energetic women, and the profit of £41 was good, considering that the building only cost £84. The guessing pen had been erected in concrete and the posts of the old one had been used in the new sheep pens. The sheep pens had been moved, and were much more satisfactory than formerly. All this had been done by free labor. Comparing the present with previous balance sheets, he found that this year £323 had been given in donations and trophies, while last year the amount was £262. Had it not been for the epidemic, he was sure the amount would have reached £420. The entry fees totalled £192 this year, against £274 last year. The gates and stand takings last year totalled £348, while this year they were only £390. The side shows only brought in £17, against £51 the previous year. The advertising had risen from £173 to £203, but this was accounted for by the postponement of the show, which meant extra advertising. He thought the position, in view of all the circumstances, very satisfactory. Their secretary had been kept very busy, and much credit was due to the secretary and the committee. — [338, 854, 451, 1475]
page-number: 3 — [1090, 6, 1100, 28]
agent-subtitle: COMPANY, LIMITED, HAWERA. — [50, 1117, 174, 1128]
ad-heading: LAND FOR SALE: — [711, 351, 804, 391]
agent-name: McCLUGGAGE & Co. — [227, 1111, 320, 1136]
